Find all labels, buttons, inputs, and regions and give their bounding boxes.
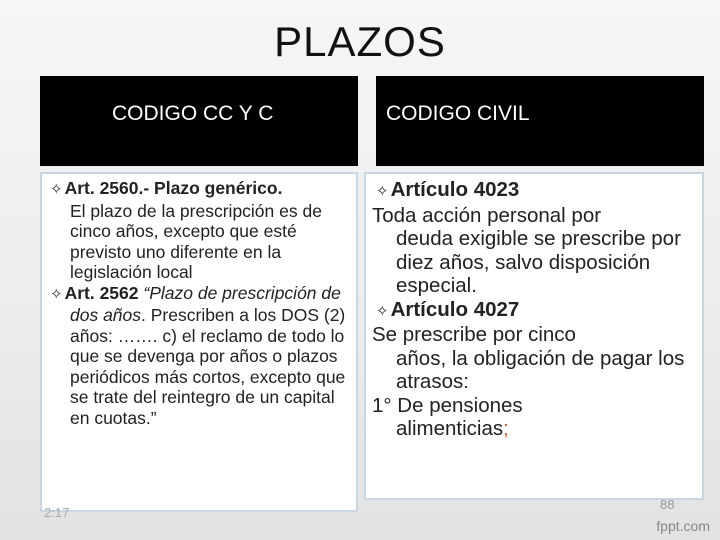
article-item-end: ; [503,417,509,440]
article-text: . Prescriben a los DOS (2) años: ……. c) el reclamo de todo lo que se devenga por años o plazos periódicos más cortos, excepto que se trate del reintegro de un capital en cuotas.” [70,305,346,428]
article-heading: Artículo 4023 [390,178,520,201]
bullet-icon: ✧ [376,302,389,320]
bullet-icon: ✧ [50,285,63,303]
right-column-body [364,172,704,500]
left-column-header [40,76,358,166]
article-heading: Artículo 4027 [390,297,520,321]
slide-title: PLAZOS [274,18,446,65]
article-text: años, la obligación de pagar los atrasos: [396,346,685,393]
bullet-icon: ✧ [376,183,389,200]
right-article-4027 [372,298,696,324]
left-header-label: CODIGO CC Y C [112,102,274,125]
brand-watermark: fppt.com [656,518,710,534]
article-item [372,417,696,441]
slide-time: 2:17 [44,505,70,520]
left-article-2560 [46,178,350,201]
bullet-icon: ✧ [50,181,63,198]
article-text: El plazo de la prescripción es de cinco años, excepto que esté previsto uno diferente en la legislación local [70,200,322,282]
right-article-4023 [372,178,696,204]
article-item-text: alimenticias [396,417,504,440]
right-header-label: CODIGO CIVIL [386,102,530,125]
article-text-first: Se prescribe por cinco [372,323,576,346]
page-number: 88 [660,497,675,512]
left-article-2562 [46,283,350,429]
article-text-first: Toda acción personal por [372,203,602,227]
right-column-header [376,76,704,166]
article-item-first: 1° De pensiones [372,393,523,417]
article-text: deuda exigible se prescribe por diez años, salvo disposición especial. [396,227,681,297]
article-heading: Art. 2562 [64,282,139,303]
article-quote: “Plazo de prescripción de dos años [70,282,341,325]
article-heading: Art. 2560.- Plazo genérico. [64,178,283,198]
left-column-body [40,172,358,512]
